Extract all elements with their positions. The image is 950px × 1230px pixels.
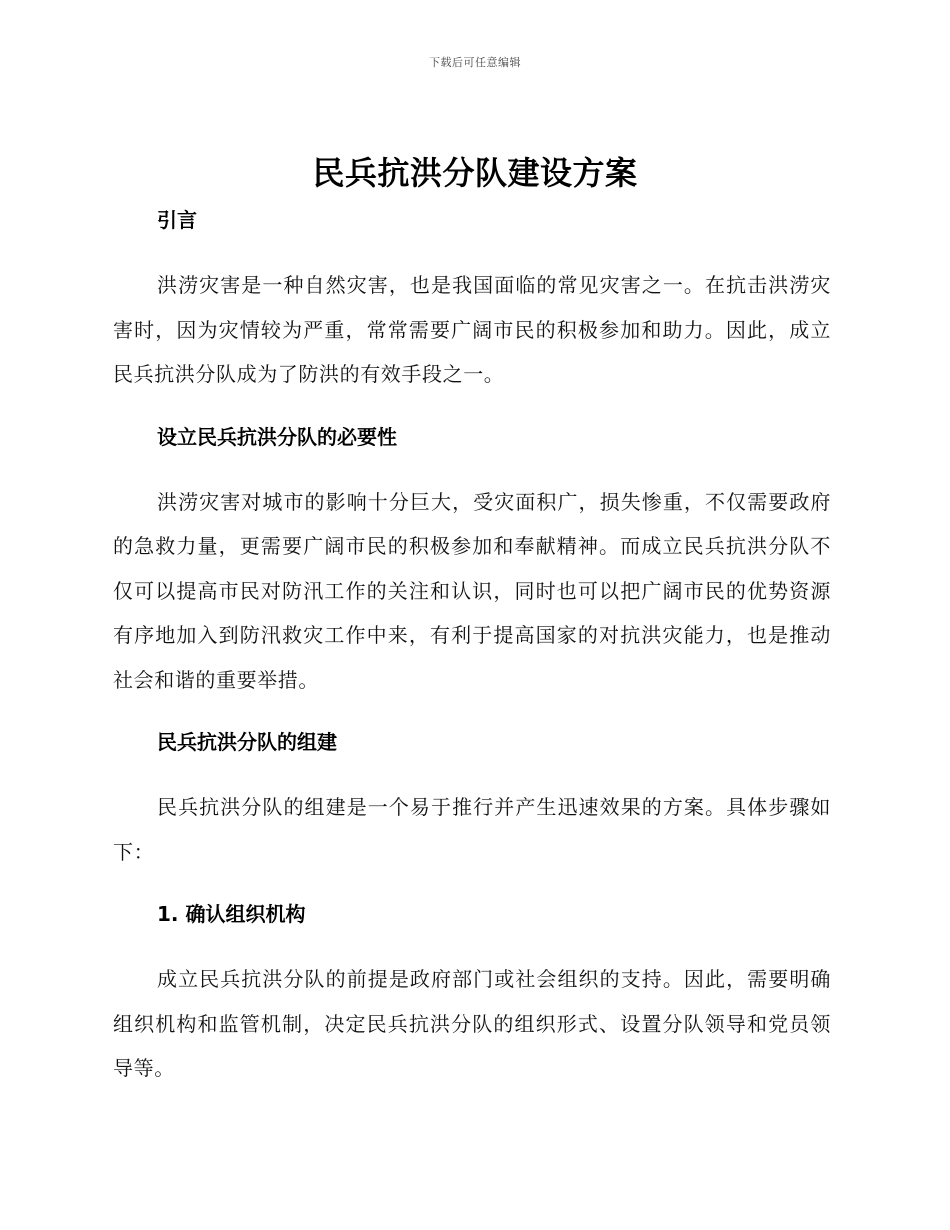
section-heading-intro: 引言 <box>157 208 197 232</box>
document-body <box>113 202 831 1091</box>
section-paragraph-necessity: 洪涝灾害对城市的影响十分巨大，受灾面积广，损失惨重，不仅需要政府的急救力量，更需要广阔市民的积极参加和奉献精神。而成立民兵抗洪分队不仅可以提高市民对防汛工作的关注和认识，同时也可以把广阔市民的优势资源有序地加入到防汛救灾工作中来，有利于提高国家的对抗洪灾能力，也是推动社会和谐的重要举措。 <box>113 489 831 692</box>
section-heading-organization: 1. 确认组织机构 <box>157 902 306 926</box>
section-heading-necessity: 设立民兵抗洪分队的必要性 <box>157 424 397 449</box>
section-paragraph-intro: 洪涝灾害是一种自然灾害，也是我国面临的常见灾害之一。在抗击洪涝灾害时，因为灾情较为严重，常常需要广阔市民的积极参加和助力。因此，成立民兵抗洪分队成为了防洪的有效手段之一。 <box>113 273 831 386</box>
section-paragraph-formation: 民兵抗洪分队的组建是一个易于推行并产生迅速效果的方案。具体步骤如下： <box>113 795 831 864</box>
section-paragraph-organization: 成立民兵抗洪分队的前提是政府部门或社会组织的支持。因此，需要明确组织机构和监管机制，决定民兵抗洪分队的组织形式、设置分队领导和党员领导等。 <box>113 967 831 1080</box>
section-heading-formation: 民兵抗洪分队的组建 <box>157 730 337 754</box>
page-header-note: 下载后可任意编辑 <box>429 56 521 69</box>
document-title: 民兵抗洪分队建设方案 <box>312 154 638 192</box>
